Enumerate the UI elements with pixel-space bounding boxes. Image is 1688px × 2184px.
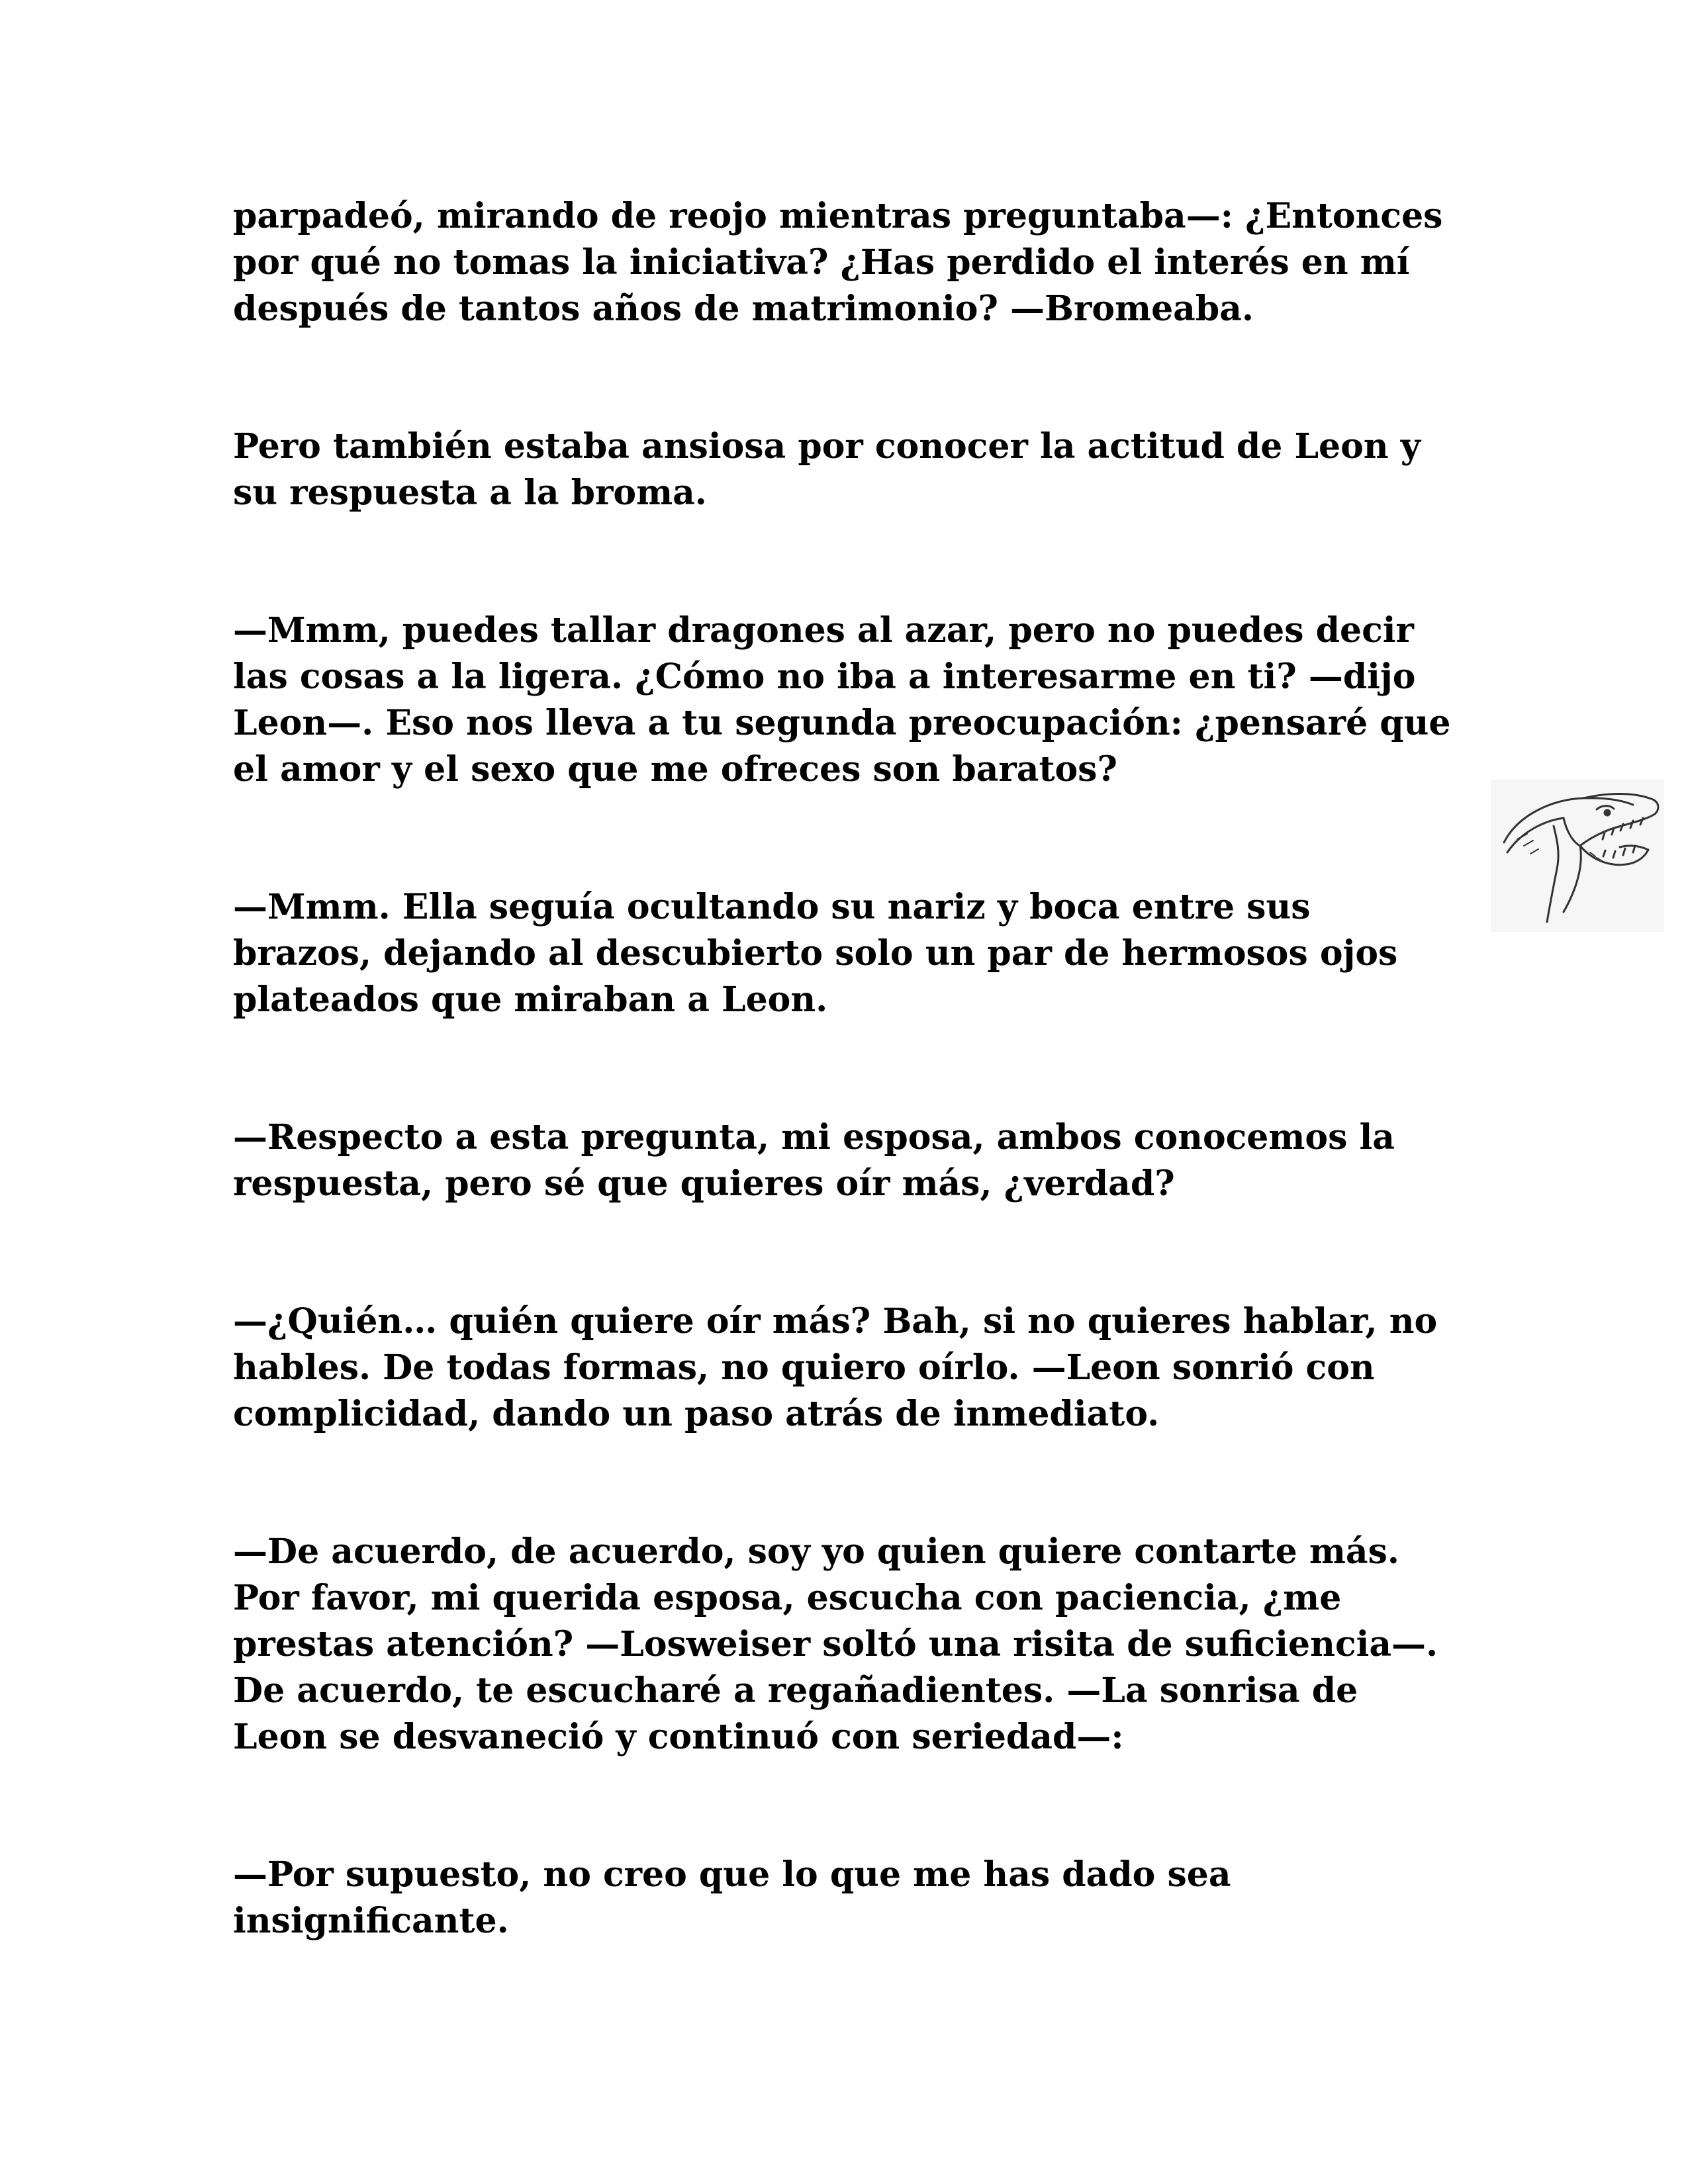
paragraph: Pero también estaba ansiosa por conocer la actitud de Leon y su respuesta a la broma.	[233, 426, 1421, 513]
paragraph: —Mmm. Ella seguía ocultando su nariz y boca entre sus brazos, dejando al descubierto solo un par de hermosos ojos plateados que miraban a Leon.	[233, 887, 1398, 1020]
paragraph: —Por supuesto, no creo que lo que me has dado sea insignificante.	[233, 1854, 1231, 1941]
body-text	[233, 193, 1458, 1944]
paragraph: —Mmm, puedes tallar dragones al azar, pero no puedes decir las cosas a la ligera. ¿Cómo no iba a interesarme en ti? —dijo Leon—. Eso nos lleva a tu segunda preocupación: ¿pensaré que el amor y el sexo que me ofreces son baratos?	[233, 610, 1451, 790]
paragraph: —¿Quién… quién quiere oír más? Bah, si no quieres hablar, no hables. De todas formas, no quiero oírlo. —Leon sonrió con complicidad, dando un paso atrás de inmediato.	[233, 1301, 1438, 1434]
paragraph: parpadeó, mirando de reojo mientras preguntaba—: ¿Entonces por qué no tomas la iniciativa? ¿Has perdido el interés en mí después de tantos años de matrimonio? —Bromeaba.	[233, 196, 1443, 329]
paragraph: —Respecto a esta pregunta, mi esposa, ambos conocemos la respuesta, pero sé que quieres oír más, ¿verdad?	[233, 1117, 1395, 1204]
dinosaur-sketch-icon	[1491, 780, 1664, 932]
paragraph: —De acuerdo, de acuerdo, soy yo quien quiere contarte más. Por favor, mi querida esposa, escucha con paciencia, ¿me prestas atención? —Losweiser soltó una risita de suficiencia—. De acuerdo, te escucharé a regañadientes. —La sonrisa de Leon se desvaneció y continuó con seriedad—:	[233, 1531, 1438, 1757]
